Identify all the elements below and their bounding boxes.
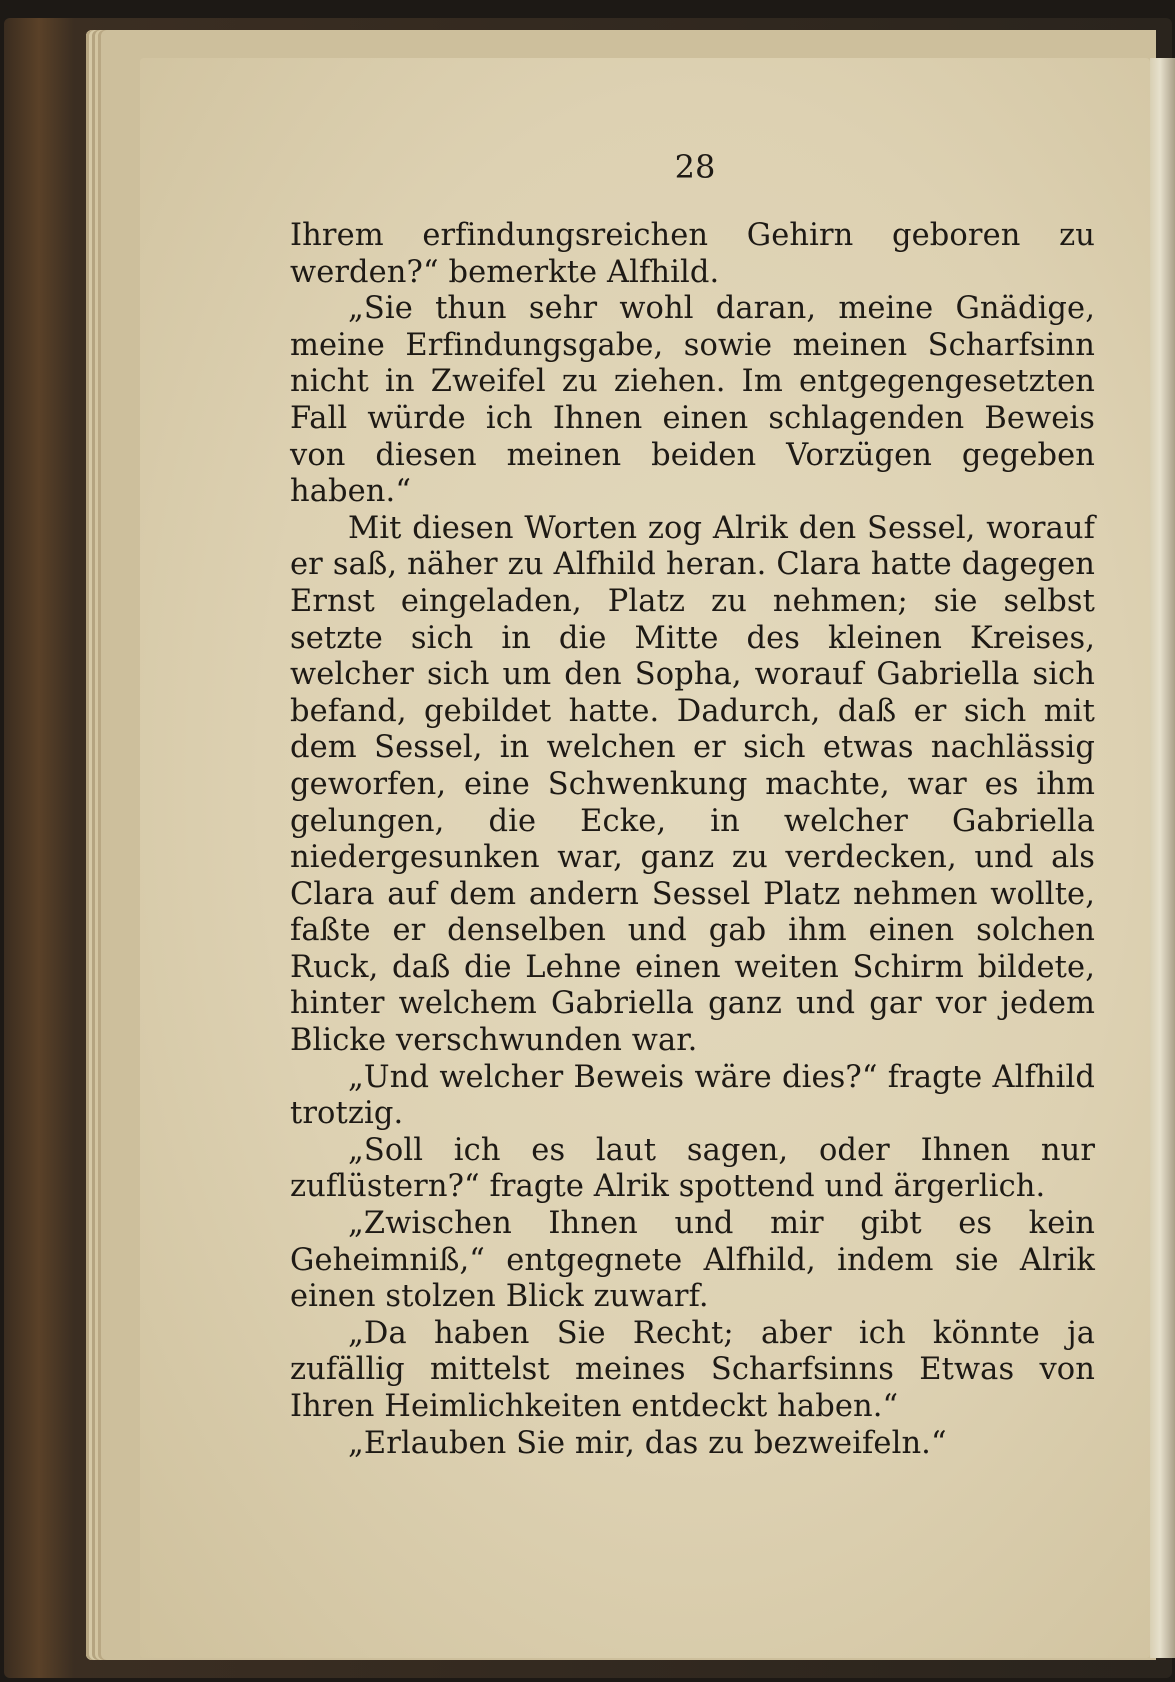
paragraph: „Und welcher Beweis wäre dies?“ fragte Alfhild trotzig. xyxy=(290,1059,1095,1132)
paragraph: „Erlauben Sie mir, das zu bezweifeln.“ xyxy=(348,1425,947,1461)
paragraph: „Soll ich es laut sagen, oder Ihnen nur zuflüstern?“ fragte Alrik spottend und ärgerlich. xyxy=(290,1132,1095,1205)
facing-page-edge xyxy=(1150,58,1175,1658)
paragraph: „Zwischen Ihnen und mir gibt es kein Geheimniß,“ entgegnete Alfhild, indem sie Alrik einen stolzen Blick zuwarf. xyxy=(290,1206,1095,1315)
page-text xyxy=(290,218,1095,1462)
paragraph: „Sie thun sehr wohl daran, meine Gnädige, meine Erfindungsgabe, sowie meinen Scharfsinn nicht in Zweifel zu ziehen. Im entgegengesetzten Fall würde ich Ihnen einen schlagenden Beweis von diesen meinen beiden Vorzügen gegeben haben.“ xyxy=(290,291,1095,510)
paragraph: Ihrem erfindungsreichen Gehirn geboren zu werden?“ bemerkte Alfhild. xyxy=(290,218,1095,290)
paragraph: Mit diesen Worten zog Alrik den Sessel, worauf er saß, näher zu Alfhild heran. Clara hatte dagegen Ernst eingeladen, Platz zu nehmen; sie selbst setzte sich in die Mitte des kleinen Kreises, welcher sich um den Sopha, worauf Gabriella sich befand, gebildet hatte. Dadurch, daß er sich mit dem Sessel, in welchen er sich etwas nachlässig geworfen, eine Schwenkung machte, war es ihm gelungen, die Ecke, in welcher Gabriella niedergesunken war, ganz zu verdecken, und als Clara auf dem andern Sessel Platz nehmen wollte, faßte er denselben und gab ihm einen solchen Ruck, daß die Lehne einen weiten Schirm bildete, hinter welchem Gabriella ganz und gar vor jedem Blicke verschwunden war. xyxy=(290,510,1095,1059)
paragraph: „Da haben Sie Recht; aber ich könnte ja zufällig mittelst meines Scharfsinns Etwas von Ihren Heimlichkeiten entdeckt haben.“ xyxy=(290,1315,1095,1424)
page-number: 28 xyxy=(674,148,716,186)
